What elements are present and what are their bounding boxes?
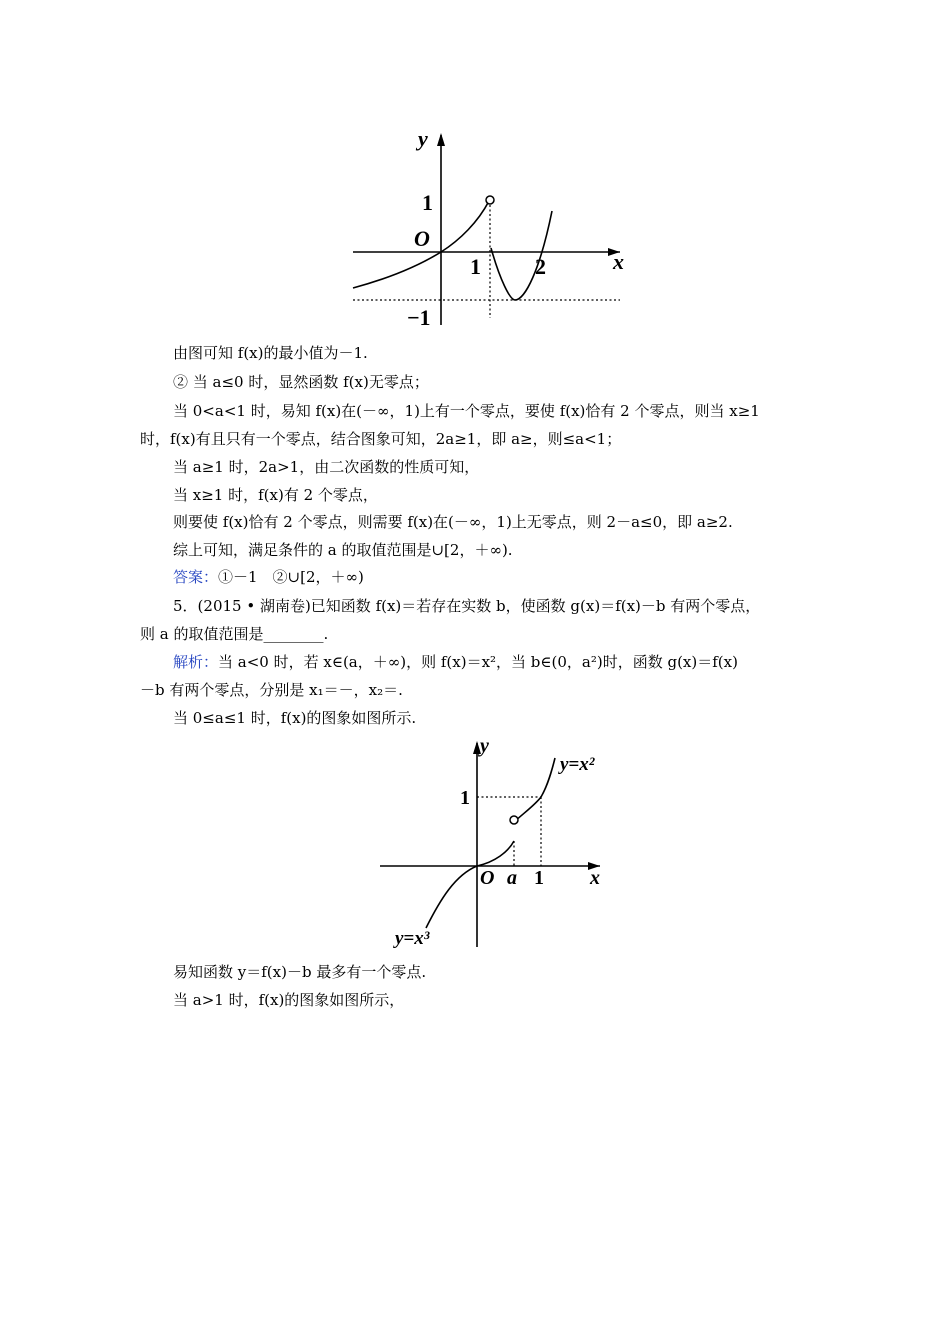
tick-1-y-2: 1 — [460, 787, 470, 809]
cubic-curve — [426, 841, 514, 928]
text-line-3: 当 0<a<1 时，易知 f(x)在(－∞，1)上有一个零点，要使 f(x)恰有 2 个零点，则当 x≥1 — [173, 402, 760, 420]
analysis-label: 解析： — [173, 653, 219, 671]
problem5-line-1: 5．(2015 • 湖南卷)已知函数 f(x)＝若存在实数 b，使函数 g(x)＝f(x)－b 有两个零点， — [173, 597, 761, 615]
tick-2-x: 2 — [535, 254, 546, 279]
x-axis-label: x — [613, 249, 624, 274]
analysis-line-2: －b 有两个零点，分别是 x₁＝－，x₂＝. — [140, 681, 403, 699]
y-axis-label: y — [418, 126, 428, 151]
after-line-2: 当 a>1 时，f(x)的图象如图所示， — [173, 991, 405, 1009]
text-line-7: 则要使 f(x)恰有 2 个零点，则需要 f(x)在(－∞，1)上无零点，则 2－a≤0，即 a≥2. — [173, 513, 733, 531]
x-axis-2-label: x — [590, 867, 600, 889]
tick-neg1-y: −1 — [407, 305, 431, 330]
a-label: a — [507, 867, 517, 889]
text-line-1: 由图可知 f(x)的最小值为－1. — [173, 344, 368, 362]
tick-1-x-2: 1 — [534, 867, 544, 889]
answer-label: 答案： — [173, 568, 219, 586]
tick-1-x: 1 — [470, 254, 481, 279]
analysis-line-3: 当 0≤a≤1 时，f(x)的图象如图所示. — [173, 709, 417, 727]
analysis-text-1: 当 a<0 时，若 x∈(a，＋∞)，则 f(x)＝x²，当 b∈(0，a²)时，函数 g(x)＝f(x) — [218, 653, 738, 671]
square-curve — [514, 758, 555, 822]
text-line-8: 综上可知，满足条件的 a 的取值范围是∪[2，＋∞). — [173, 541, 513, 559]
tick-1-y: 1 — [422, 190, 433, 215]
open-point-2 — [510, 816, 518, 824]
curve-label-square: y=x² — [560, 754, 595, 775]
answer-text: ①－1 ②∪[2，＋∞) — [218, 568, 364, 586]
origin-label-2: O — [480, 867, 495, 889]
origin-label: O — [414, 226, 430, 251]
after-line-1: 易知函数 y＝f(x)－b 最多有一个零点. — [173, 963, 427, 981]
text-line-2: ② 当 a≤0 时，显然函数 f(x)无零点； — [173, 373, 429, 391]
text-line-5: 当 a≥1 时，2a>1，由二次函数的性质可知， — [173, 458, 480, 476]
curve-label-cube: y=x³ — [395, 928, 430, 949]
text-line-4: 时，f(x)有且只有一个零点，结合图象可知，2a≥1，即 a≥，则≤a<1； — [140, 430, 622, 448]
problem5-line-2: 则 a 的取值范围是________. — [140, 625, 329, 643]
text-line-6: 当 x≥1 时，f(x)有 2 个零点， — [173, 486, 378, 504]
y-axis-2-label: y — [480, 735, 489, 757]
